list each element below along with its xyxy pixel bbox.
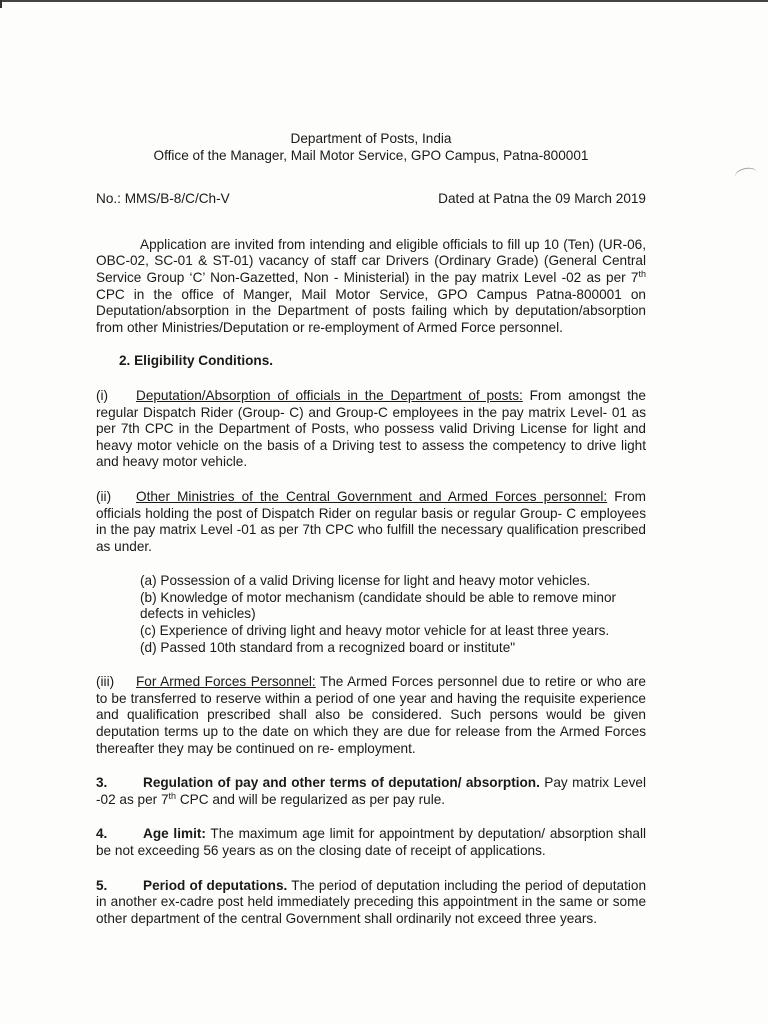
section5-number: 5. <box>96 877 108 893</box>
date-line: Dated at Patna the 09 March 2019 <box>438 191 646 207</box>
list-item: (b) Knowledge of motor mechanism (candidate should be able to remove minor defects in vehicles) <box>140 589 617 622</box>
section3-title: Regulation of pay and other terms of deputation/ absorption. <box>143 775 540 791</box>
clause-ii-title: Other Ministries of the Central Government and Armed Forces personnel: <box>136 488 608 504</box>
intro-superscript: th <box>638 268 646 279</box>
intro-paragraph <box>96 237 646 337</box>
clause-iii-title: For Armed Forces Personnel: <box>136 674 316 690</box>
section4-body: The maximum age limit for appointment by deputation/ absorption shall be not exceeding 56 years as on the closing date of receipt of applications. <box>96 826 646 858</box>
clause-i-body: From amongst the regular Dispatch Rider (Group- C) and Group-C employees in the pay matrix Level- 01 as per 7th CPC in the Department of Posts, who possess valid Driving License for light and heavy motor vehicle on the basis of a Driving test to assess the competency to drive light and heavy motor vehicle. <box>96 387 646 470</box>
section3-body-b: CPC and will be regularized as per pay rule. <box>176 791 446 807</box>
clause-i-marker: (i) <box>96 387 109 403</box>
qualification-list <box>140 573 646 656</box>
section4-number: 4. <box>96 826 108 842</box>
intro-text-a: Application are invited from intending and eligible officials to fill up 10 (Ten) (UR-06, OBC-02, SC-01 & ST-01) vacancy of staff car Drivers (Ordinary Grade) (General Central Service Group ‘C’ Non-Gazetted, Non - Ministerial) in the pay matrix Level -02 as per 7 <box>96 236 646 285</box>
scan-top-edge <box>0 0 768 2</box>
scan-smudge-mark <box>734 166 758 183</box>
document-body <box>96 131 646 927</box>
section3-superscript: th <box>168 790 177 801</box>
reference-number: No.: MMS/B-8/C/Ch-V <box>96 191 230 207</box>
letterhead <box>96 131 646 164</box>
clause-iii-body: The Armed Forces personnel due to retire or who are to be transferred to reserve within a period of one year and having the requisite experience and qualification prescribed shall also be considered. Such persons would be given deputation terms up to the date on which they are due for release from the Armed Forces thereafter they may be continued on re- employment. <box>96 674 646 756</box>
section4 <box>96 826 646 859</box>
list-item: (d) Passed 10th standard from a recognized board or institute" <box>140 639 516 655</box>
intro-text-b: CPC in the office of Manger, Mail Motor Service, GPO Campus Patna-800001 on Deputation/absorption in the Department of posts failing which by deputation/absorption from other Ministries/Deputation or re-employment of Armed Force personnel. <box>96 286 646 335</box>
section5 <box>96 878 646 928</box>
list-item: (c) Experience of driving light and heavy motor vehicle for at least three years. <box>140 623 610 639</box>
scan-corner-mark <box>0 0 8 8</box>
section4-title: Age limit: <box>143 826 206 842</box>
office-name: Office of the Manager, Mail Motor Service, GPO Campus, Patna-800001 <box>153 147 589 163</box>
section5-title: Period of deputations. <box>143 877 288 893</box>
clause-iii <box>96 674 646 757</box>
clause-ii-body: From officials holding the post of Dispatch Rider on regular basis or regular Group- C employees in the pay matrix Level -01 as per 7th CPC who fulfill the necessary qualification prescribed as under. <box>96 488 646 554</box>
clause-i-title: Deputation/Absorption of officials in the Department of posts: <box>136 387 523 403</box>
section3-number: 3. <box>96 775 108 791</box>
section3 <box>96 775 646 808</box>
org-name: Department of Posts, India <box>290 131 452 146</box>
section5-body: The period of deputation including the period of deputation in another ex-cadre post held immediately preceding this appointment in the same or some other department of the central Government shall ordinarily not exceed three years. <box>96 877 646 926</box>
clause-iii-marker: (iii) <box>96 674 115 690</box>
clause-i <box>96 388 646 471</box>
list-item: (a) Possession of a valid Driving license for light and heavy motor vehicles. <box>140 573 591 589</box>
section3-body-a: Pay matrix Level -02 as per 7 <box>96 775 646 807</box>
clause-ii <box>96 489 646 555</box>
reference-row <box>96 191 646 208</box>
section2-heading: 2. Eligibility Conditions. <box>119 353 274 369</box>
clause-ii-marker: (ii) <box>96 488 112 504</box>
